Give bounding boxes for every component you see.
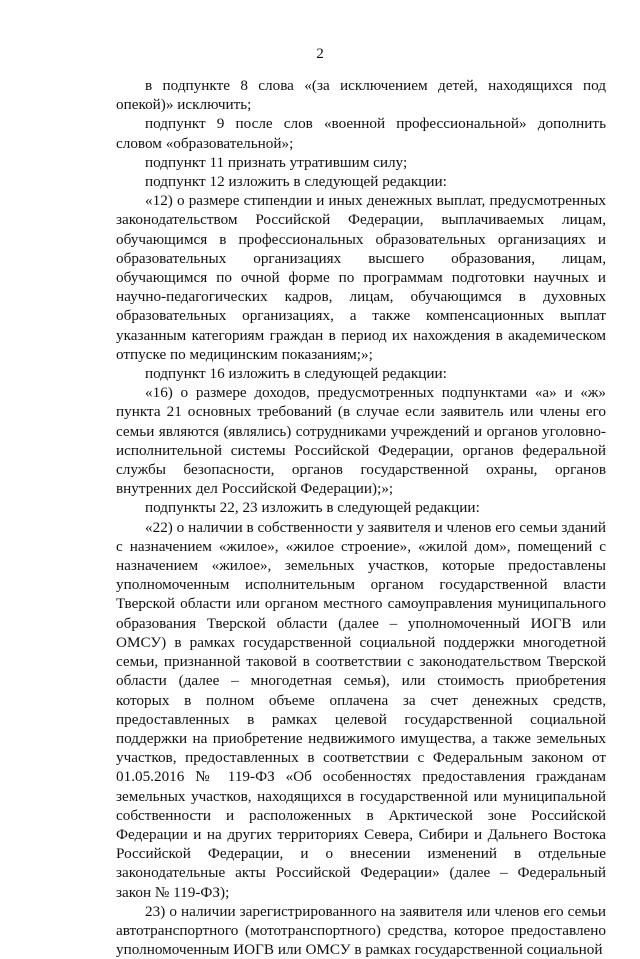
paragraph: «22) о наличии в собственности у заявителя и членов его семьи зданий с назначением «жилое», «жилое строение», «жилой дом», помещений с назначением «жилое», земельных участков, которые предоставлены уполномоченным исполнительным органом государственной власти Тверской области или органом местного самоуправления муниципального образования Тверской области (далее – уполномоченный ИОГВ или ОМСУ) в рамках государственной социальной поддержки многодетной семьи, признанной таковой в соответствии с законодательством Тверской области (далее – многодетная семья), или стоимость приобретения которых в полном объеме оплачена за счет денежных средств, предоставленных в рамках целевой государственной социальной поддержки на приобретение недвижимого имущества, а также земельных участков, предоставленных в соответствии с Федеральным законом от 01.05.2016 № 119-ФЗ «Об особенностях предоставления гражданам земельных участков, находящихся в государственной или муниципальной собственности и расположенных в Арктической зоне Российской Федерации и на других территориях Севера, Сибири и Дальнего Востока Российской Федерации, и о внесении изменений в отдельные законодательные акты Российской Федерации» (далее – Федеральный закон № 119-ФЗ); [116, 518, 606, 901]
paragraph: в подпункте 8 слова «(за исключением детей, находящихся под опекой)» исключить; [116, 77, 606, 114]
paragraph: «16) о размере доходов, предусмотренных подпунктами «а» и «ж» пункта 21 основных требований (в случае если заявитель или члены его семьи являются (являлись) сотрудниками учреждений и органов уголовно-исполнительной системы Российской Федерации, органов федеральной службы безопасности, органов государственной охраны, органов внутренних дел Российской Федерации);»; [116, 384, 606, 498]
document-body [116, 76, 606, 959]
paragraph: «12) о размере стипендии и иных денежных выплат, предусмотренных законодательством Российской Федерации, выплачиваемых лицам, обучающимся в профессиональных образовательных организациях и образовательных организациях высшего образования, лицам, обучающимся по очной форме по программам подготовки научных и научно-педагогических кадров, лицам, обучающимся в духовных образовательных организациях, а также компенсационных выплат указанным категориям граждан в период их нахождения в академическом отпуске по медицинским показаниям;»; [116, 192, 606, 363]
paragraph: подпункт 11 признать утратившим силу; [145, 153, 408, 171]
paragraph: подпункт 12 изложить в следующей редакции: [145, 173, 447, 191]
paragraph: подпункты 22, 23 изложить в следующей редакции: [145, 499, 480, 517]
paragraph: подпункт 9 после слов «военной профессиональной» дополнить словом «образовательной»; [116, 115, 606, 152]
paragraph: 23) о наличии зарегистрированного на заявителя или членов его семьи автотранспортного (мототранспортного) средства, которое предоставлено уполномоченным ИОГВ или ОМСУ в рамках государственной социальной [116, 902, 606, 959]
page-number: 2 [316, 45, 324, 62]
paragraph: подпункт 16 изложить в следующей редакции: [145, 365, 447, 383]
